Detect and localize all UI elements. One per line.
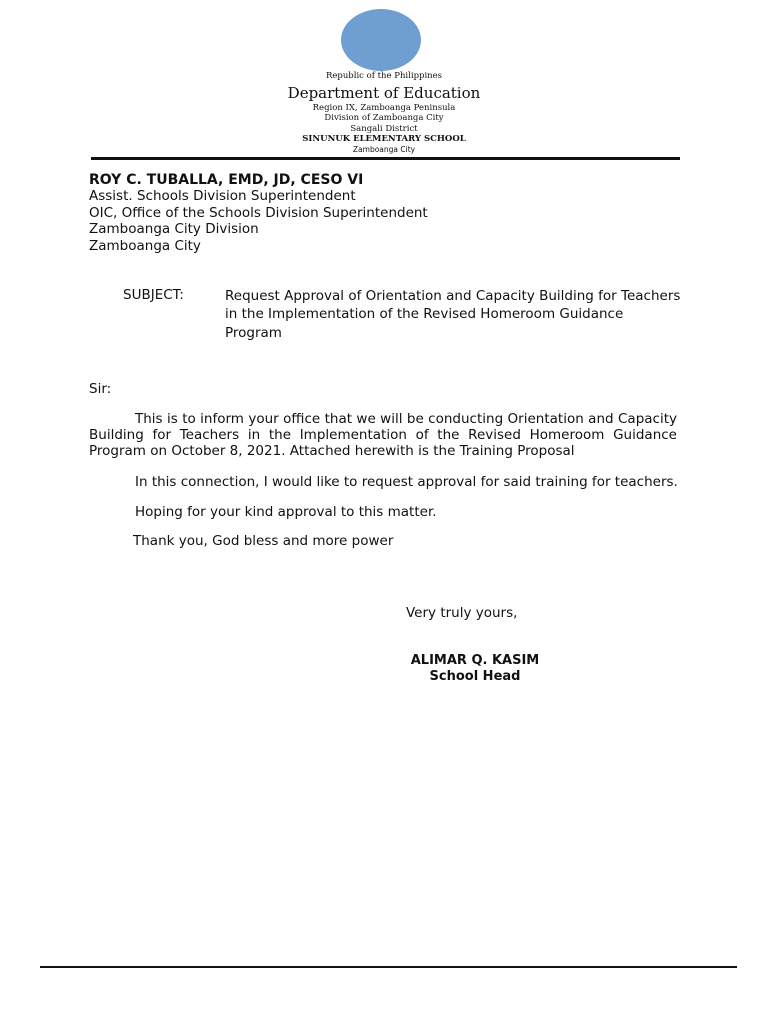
- signature-block: [406, 653, 544, 685]
- salutation: Sir:: [89, 381, 112, 397]
- letterhead-department: Department of Education: [287, 83, 481, 102]
- addressee-line: Assist. Schools Division Superintendent: [89, 188, 356, 205]
- letterhead-city: Zamboanga City: [352, 144, 416, 154]
- addressee-line: Zamboanga City Division: [89, 221, 259, 238]
- subject-line: Program: [225, 324, 282, 341]
- body-paragraph-2: In this connection, I would like to request approval for said training for teachers.: [135, 474, 678, 490]
- letterhead-republic: Republic of the Philippines: [325, 71, 443, 81]
- body-paragraph-4: Thank you, God bless and more power: [133, 533, 394, 549]
- addressee-line: Zamboanga City: [89, 237, 201, 254]
- addressee-block: [89, 172, 428, 254]
- subject-text: [225, 287, 685, 342]
- letterhead-region: Region IX, Zamboanga Peninsula: [312, 102, 456, 113]
- letterhead-district: Sangali District: [350, 123, 418, 134]
- closing: Very truly yours,: [406, 605, 518, 621]
- addressee-name: ROY C. TUBALLA, EMD, JD, CESO VI: [89, 172, 364, 188]
- letterhead-school: SINUNUK ELEMENTARY SCHOOL: [302, 134, 466, 144]
- addressee-line: OIC, Office of the Schools Division Superintendent: [89, 204, 428, 221]
- signer-title: School Head: [429, 669, 521, 684]
- subject-line: in the Implementation of the Revised Homeroom Guidance: [225, 306, 624, 323]
- subject-line: Request Approval of Orientation and Capacity Building for Teachers: [225, 288, 681, 304]
- signer-name: ALIMAR Q. KASIM: [410, 653, 540, 668]
- subject-label: SUBJECT:: [123, 287, 184, 303]
- body-paragraph-1: This is to inform your office that we will be conducting Orientation and Capacity Building for Teachers in the Implementation of the Revised Homeroom Guidance Program on October 8, 2021. Attached herewith is the Training Proposal: [89, 411, 677, 459]
- letterhead-division: Division of Zamboanga City: [324, 113, 444, 123]
- letterhead: [0, 71, 768, 155]
- body-paragraph-3: Hoping for your kind approval to this matter.: [135, 504, 437, 520]
- letterhead-divider: [91, 157, 680, 160]
- footer-divider: [40, 966, 737, 968]
- deped-seal-logo: [341, 9, 421, 71]
